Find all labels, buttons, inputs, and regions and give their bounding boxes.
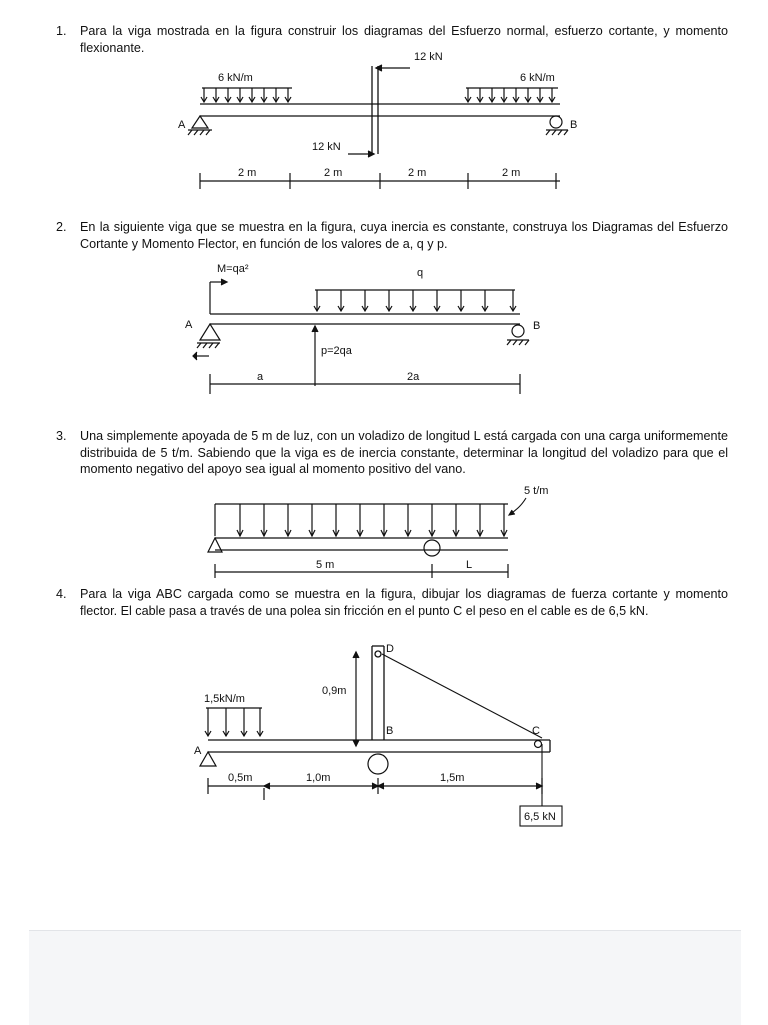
pin-support-a (188, 116, 212, 135)
load-label: 5 t/m (524, 485, 549, 497)
dimension-label-3: 1,5m (440, 772, 465, 784)
span-label: 5 m (316, 559, 335, 571)
dimension-label-2a: 2a (407, 371, 420, 383)
distributed-load (314, 290, 516, 311)
dimension-label-1: 0,5m (228, 772, 253, 784)
roller-support-b (368, 754, 388, 774)
point-label-b: B (386, 725, 394, 737)
distributed-load-right (465, 88, 558, 102)
problem-text: Para la viga mostrada en la figura construir los diagramas del Esfuerzo normal, esfuerzo cortante, y momento flexionante. (80, 24, 728, 55)
height-label: 0,9m (322, 685, 347, 697)
dimension-line (215, 564, 508, 578)
point-label-c: C (532, 725, 540, 737)
load-label: 1,5kN/m (204, 693, 245, 705)
load-label-q: q (417, 267, 424, 279)
distributed-load (205, 708, 263, 736)
height-dimension (353, 652, 359, 746)
pin-support-a (200, 752, 216, 766)
problem-2 (56, 219, 728, 253)
span-label-4: 2 m (502, 167, 521, 179)
support-label-b: B (533, 320, 541, 332)
load-pointer (509, 498, 526, 515)
problem-number: 1. (56, 24, 67, 38)
beam (210, 314, 520, 324)
problem-number: 4. (56, 587, 67, 601)
beam (215, 538, 508, 550)
problem-number: 3. (56, 429, 67, 443)
vertical-post (348, 65, 410, 157)
problem-4 (56, 586, 728, 636)
dimension-line (208, 778, 542, 800)
bottom-panel (29, 930, 741, 1025)
dimension-label-2: 1,0m (306, 772, 331, 784)
point-load-label: p=2qa (321, 345, 352, 357)
beam (200, 104, 560, 116)
weight-label: 6,5 kN (524, 811, 556, 823)
figure-3 (200, 480, 570, 580)
roller-support-b (507, 325, 529, 345)
point-label-a: A (194, 745, 202, 757)
beam (208, 740, 550, 752)
point-load-p (312, 326, 318, 386)
post-bd (372, 646, 384, 740)
point-label-d: D (386, 643, 394, 655)
support-label-a: A (185, 319, 193, 331)
figure-2 (175, 256, 545, 401)
load-label-right: 6 kN/m (520, 72, 555, 84)
dimension-label-a: a (257, 371, 264, 383)
pulley-c (535, 741, 542, 748)
roller-support-b (546, 116, 568, 135)
figure-1 (170, 46, 590, 196)
force-label-top: 12 kN (414, 51, 443, 63)
roller-support (424, 540, 440, 556)
support-label-a: A (178, 119, 186, 131)
problem-text: Una simplemente apoyada de 5 m de luz, con un voladizo de longitud L está cargada con una carga uniformemente distribuida de 5 t/m. Sabiendo que la viga es de inercia constante, determinar la longitud del voladizo para que el momento negativo del apoyo sea igual al momento positivo del vano. (80, 429, 728, 476)
load-label-left: 6 kN/m (218, 72, 253, 84)
span-label-2: 2 m (324, 167, 343, 179)
distributed-load (215, 504, 508, 536)
span-label-3: 2 m (408, 167, 427, 179)
problem-3 (56, 428, 728, 478)
moment-arrow (210, 279, 227, 314)
span-label-1: 2 m (238, 167, 257, 179)
problem-text: En la siguiente viga que se muestra en la figura, cuya inercia es constante, construya los Diagramas del Esfuerzo Cortante y Momento Flector, en función de los valores de a, q y p. (80, 220, 728, 251)
figure-4 (190, 640, 580, 835)
force-label-bottom: 12 kN (312, 141, 341, 153)
support-label-b: B (570, 119, 578, 131)
problem-number: 2. (56, 220, 67, 234)
distributed-load-left (201, 88, 292, 102)
overhang-label: L (466, 559, 473, 571)
problem-text: Para la viga ABC cargada como se muestra en la figura, dibujar los diagramas de fuerza cortante y momento flector. El cable pasa a través de una polea sin fricción en el punto C el peso en el cable es de 6,5 kN. (80, 587, 728, 618)
moment-label: M=qa² (217, 263, 249, 275)
pin-support-a (193, 324, 220, 360)
